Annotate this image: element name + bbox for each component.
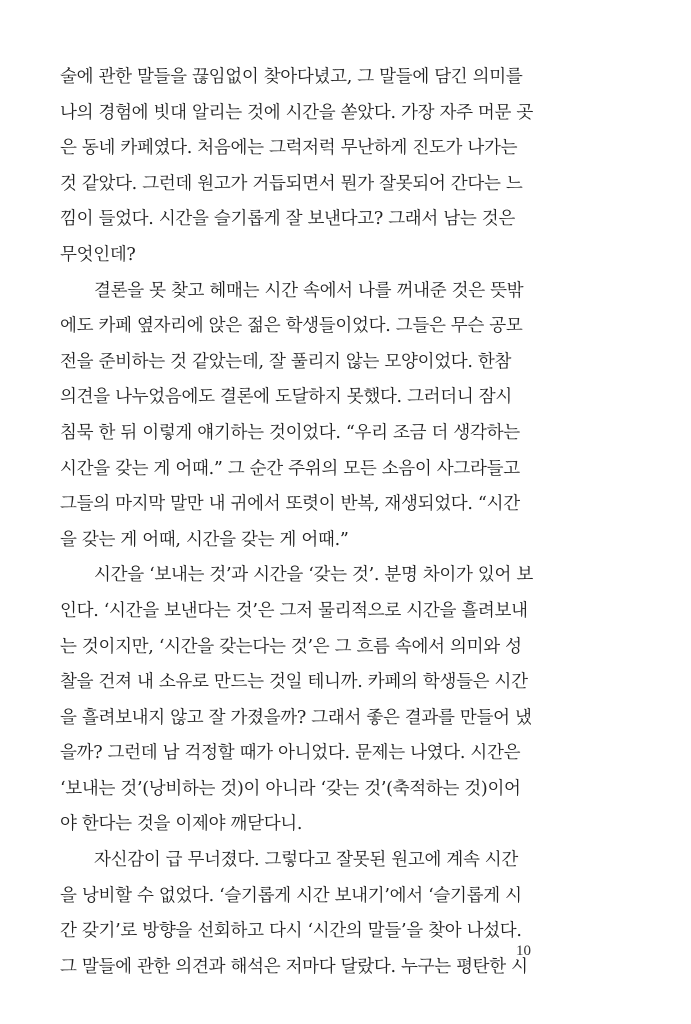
text-line: 을까? 그런데 남 걱정할 때가 아니었다. 문제는 나였다. 시간은 [60,743,521,764]
text-line: 을 흘려보내지 않고 잘 가졌을까? 그래서 좋은 결과를 만들어 냈 [60,707,532,728]
text-line: 것 같았다. 그런데 원고가 거듭되면서 뭔가 잘못되어 간다는 느 [60,173,523,194]
text-line: 간 갖기’로 방향을 선회하고 다시 ‘시간의 말들’을 찾아 나섰다. [60,921,522,942]
text-line: 그 말들에 관한 의견과 해석은 저마다 달랐다. 누구는 평탄한 시 [60,956,528,977]
text-line: 그들의 마지막 말만 내 귀에서 또렷이 반복, 재생되었다. “시간 [60,494,520,515]
text-line: 전을 준비하는 것 같았는데, 잘 풀리지 않는 모양이었다. 한참 [60,351,512,372]
text-line: 의견을 나누었음에도 결론에 도달하지 못했다. 그러더니 잠시 [60,387,512,408]
paragraph-start-line: 자신감이 급 무너졌다. 그렇다고 잘못된 원고에 계속 시간 [94,850,519,871]
page-number: 10 [516,943,531,959]
text-line: 에도 카페 옆자리에 앉은 젊은 학생들이었다. 그들은 무슨 공모 [60,316,523,337]
text-line: 침묵 한 뒤 이렇게 얘기하는 것이었다. “우리 조금 더 생각하는 [60,422,520,443]
text-line: 낌이 들었다. 시간을 슬기롭게 잘 보낸다고? 그래서 남는 것은 [60,209,515,230]
text-line: 찰을 건져 내 소유로 만드는 것일 테니까. 카페의 학생들은 시간 [60,672,528,693]
text-line: 무엇인데? [60,244,136,265]
body-text [60,60,640,985]
text-line: 는 것이지만, ‘시간을 갖는다는 것’은 그 흐름 속에서 의미와 성 [60,636,522,657]
text-line: ‘보내는 것’(낭비하는 것)이 아니라 ‘갖는 것’(축적하는 것)이어 [60,778,521,799]
paragraph-start-line: 결론을 못 찾고 헤매는 시간 속에서 나를 꺼내준 것은 뜻밖 [94,280,524,301]
paragraph-start-line: 시간을 ‘보내는 것’과 시간을 ‘갖는 것’. 분명 차이가 있어 보 [94,565,533,586]
text-line: 술에 관한 말들을 끊임없이 찾아다녔고, 그 말들에 담긴 의미를 [60,67,523,87]
text-line: 야 한다는 것을 이제야 깨닫다니. [60,814,303,835]
text-line: 나의 경험에 빗대 알리는 것에 시간을 쏟았다. 가장 자주 머문 곳 [60,102,534,123]
text-line: 인다. ‘시간을 보낸다는 것’은 그저 물리적으로 시간을 흘려보내 [60,600,528,621]
text-line: 은 동네 카페였다. 처음에는 그럭저럭 무난하게 진도가 나가는 [60,138,518,159]
text-line: 을 갖는 게 어때, 시간을 갖는 게 어때.” [60,529,349,550]
text-line: 시간을 갖는 게 어때.” 그 순간 주위의 모든 소음이 사그라들고 [60,458,520,479]
text-line: 을 낭비할 수 없었다. ‘슬기롭게 시간 보내기’에서 ‘슬기롭게 시 [60,885,522,906]
